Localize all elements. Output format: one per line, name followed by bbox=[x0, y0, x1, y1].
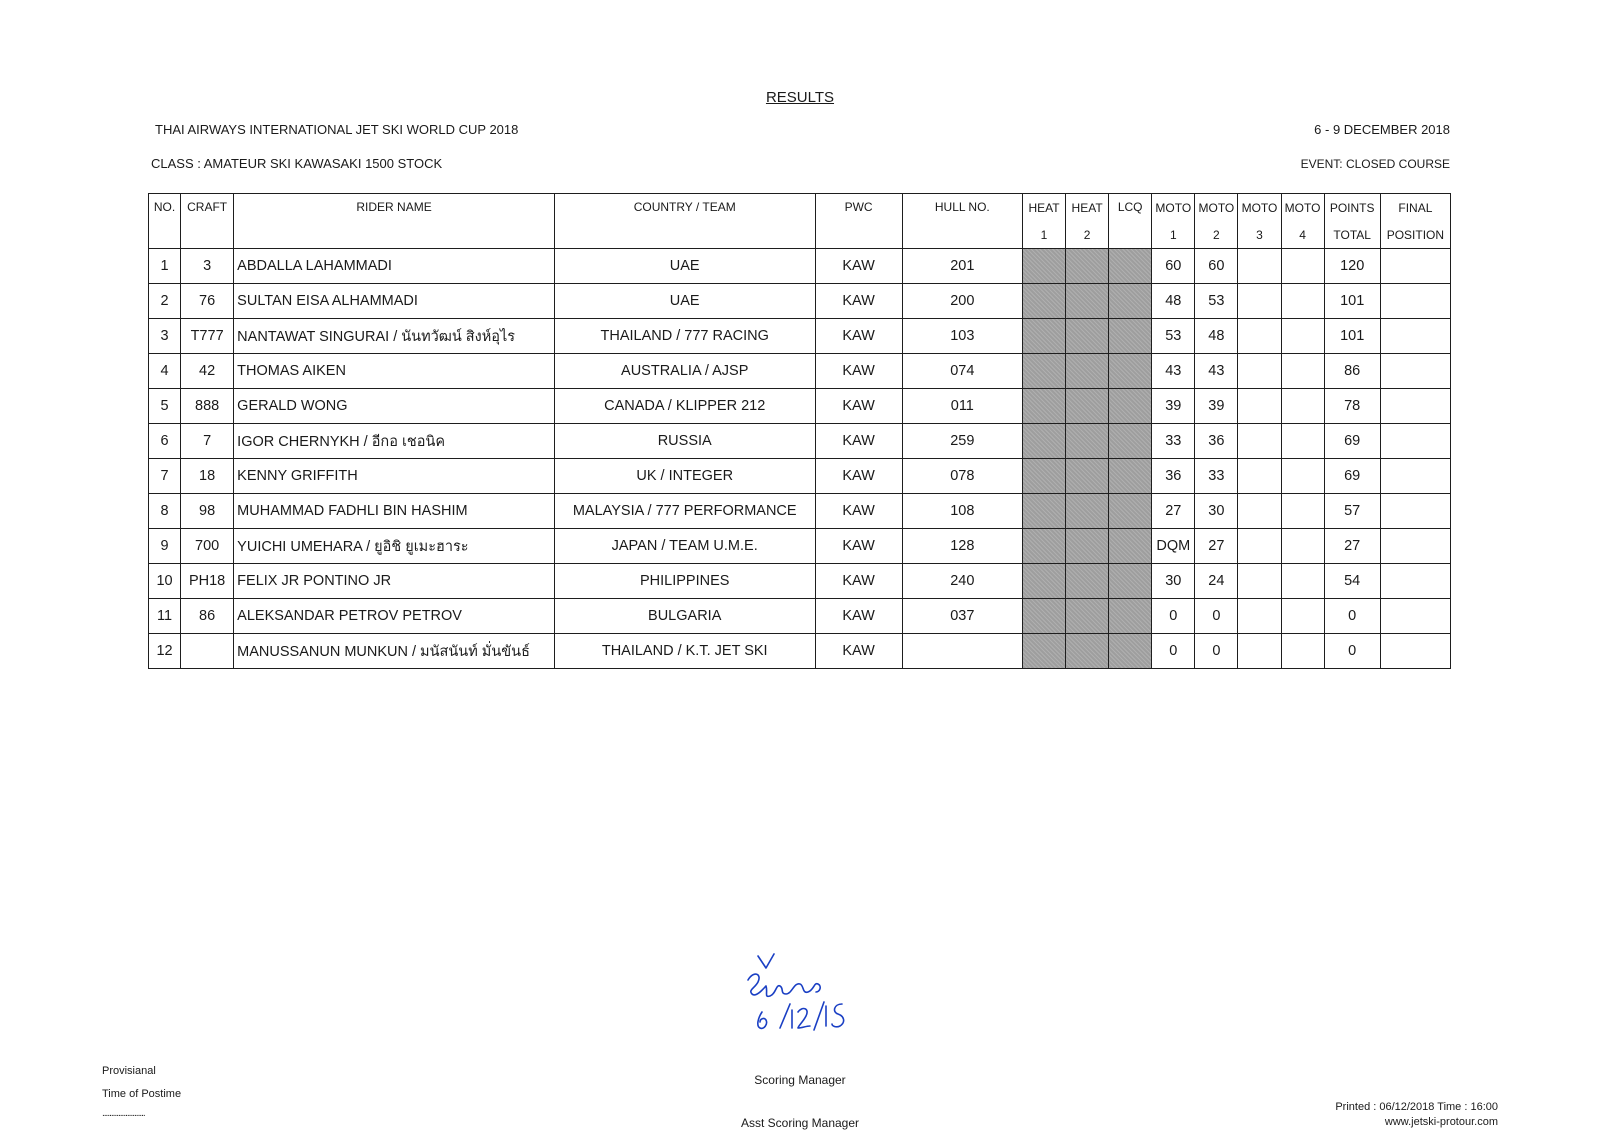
website-url: www.jetski-protour.com bbox=[1384, 1116, 1498, 1128]
cell-final-position bbox=[1380, 354, 1450, 389]
cell-moto2: 43 bbox=[1195, 354, 1238, 389]
cell-moto4 bbox=[1281, 389, 1324, 424]
handwritten-signature bbox=[740, 950, 860, 1050]
cell-moto2: 27 bbox=[1195, 529, 1238, 564]
cell-moto1: 0 bbox=[1152, 634, 1195, 669]
cell-heat1 bbox=[1022, 354, 1065, 389]
cell-pwc: KAW bbox=[815, 634, 902, 669]
cell-moto3 bbox=[1238, 249, 1281, 284]
cell-rider-name: MUHAMMAD FADHLI BIN HASHIM bbox=[234, 494, 555, 529]
cell-pwc: KAW bbox=[815, 249, 902, 284]
cell-moto4 bbox=[1281, 599, 1324, 634]
cell-moto4 bbox=[1281, 424, 1324, 459]
cell-points-total: 86 bbox=[1324, 354, 1380, 389]
cell-heat2 bbox=[1066, 599, 1109, 634]
table-row bbox=[149, 599, 1451, 634]
cell-lcq bbox=[1109, 599, 1152, 634]
cell-pwc: KAW bbox=[815, 529, 902, 564]
cell-heat1 bbox=[1022, 494, 1065, 529]
cell-moto2: 48 bbox=[1195, 319, 1238, 354]
cell-rider-name: IGOR CHERNYKH / อีกอ เชอนิค bbox=[234, 424, 555, 459]
cell-moto1: DQM bbox=[1152, 529, 1195, 564]
col-header-moto1: MOTO bbox=[1152, 194, 1195, 222]
event-type: EVENT: CLOSED COURSE bbox=[1300, 157, 1450, 171]
cell-no: 4 bbox=[149, 354, 181, 389]
cell-heat1 bbox=[1022, 389, 1065, 424]
cell-points-total: 101 bbox=[1324, 284, 1380, 319]
cell-pwc: KAW bbox=[815, 494, 902, 529]
time-of-postime-label: Time of Postime bbox=[102, 1088, 182, 1100]
cell-no: 9 bbox=[149, 529, 181, 564]
cell-pwc: KAW bbox=[815, 389, 902, 424]
cell-heat2 bbox=[1066, 634, 1109, 669]
cell-pwc: KAW bbox=[815, 599, 902, 634]
col-header-heat1-num: 1 bbox=[1022, 221, 1065, 249]
cell-craft: 98 bbox=[181, 494, 234, 529]
col-header-moto4: MOTO bbox=[1281, 194, 1324, 222]
cell-moto1: 48 bbox=[1152, 284, 1195, 319]
table-row bbox=[149, 319, 1451, 354]
cell-heat2 bbox=[1066, 319, 1109, 354]
cell-moto2: 33 bbox=[1195, 459, 1238, 494]
cell-rider-name: SULTAN EISA ALHAMMADI bbox=[234, 284, 555, 319]
cell-rider-name: MANUSSANUN MUNKUN / มนัสนันท์ มั่นขันธ์ bbox=[234, 634, 555, 669]
cell-rider-name: ABDALLA LAHAMMADI bbox=[234, 249, 555, 284]
cell-no: 8 bbox=[149, 494, 181, 529]
signature-mark-slash1 bbox=[780, 1004, 790, 1028]
col-header-rider: RIDER NAME bbox=[234, 194, 555, 249]
cell-country-team: THAILAND / K.T. JET SKI bbox=[554, 634, 815, 669]
cell-moto3 bbox=[1238, 424, 1281, 459]
col-header-heat2: HEAT bbox=[1066, 194, 1109, 222]
col-header-heat2-num: 2 bbox=[1066, 221, 1109, 249]
cell-moto1: 53 bbox=[1152, 319, 1195, 354]
cell-lcq bbox=[1109, 494, 1152, 529]
col-header-heat1: HEAT bbox=[1022, 194, 1065, 222]
cell-lcq bbox=[1109, 319, 1152, 354]
cell-moto4 bbox=[1281, 354, 1324, 389]
col-header-moto2: MOTO bbox=[1195, 194, 1238, 222]
cell-final-position bbox=[1380, 494, 1450, 529]
cell-moto4 bbox=[1281, 634, 1324, 669]
table-row bbox=[149, 494, 1451, 529]
cell-moto4 bbox=[1281, 529, 1324, 564]
cell-rider-name: GERALD WONG bbox=[234, 389, 555, 424]
cell-points-total: 54 bbox=[1324, 564, 1380, 599]
cell-moto3 bbox=[1238, 564, 1281, 599]
cell-moto3 bbox=[1238, 599, 1281, 634]
cell-moto4 bbox=[1281, 459, 1324, 494]
cell-rider-name: YUICHI UMEHARA / ยูอิชิ ยูเมะฮาระ bbox=[234, 529, 555, 564]
cell-moto1: 36 bbox=[1152, 459, 1195, 494]
cell-hull-no: 240 bbox=[902, 564, 1022, 599]
table-header bbox=[149, 194, 1451, 249]
cell-heat2 bbox=[1066, 564, 1109, 599]
col-header-country: COUNTRY / TEAM bbox=[554, 194, 815, 249]
page-title: RESULTS bbox=[765, 89, 835, 106]
cell-final-position bbox=[1380, 459, 1450, 494]
cell-moto1: 0 bbox=[1152, 599, 1195, 634]
event-date: 6 - 9 DECEMBER 2018 bbox=[1314, 122, 1450, 137]
cell-country-team: BULGARIA bbox=[554, 599, 815, 634]
table-row bbox=[149, 354, 1451, 389]
cell-country-team: AUSTRALIA / AJSP bbox=[554, 354, 815, 389]
cell-no: 7 bbox=[149, 459, 181, 494]
table-row bbox=[149, 634, 1451, 669]
cell-hull-no: 037 bbox=[902, 599, 1022, 634]
cell-hull-no: 200 bbox=[902, 284, 1022, 319]
cell-country-team: PHILIPPINES bbox=[554, 564, 815, 599]
cell-points-total: 78 bbox=[1324, 389, 1380, 424]
signature-mark-6 bbox=[758, 1012, 767, 1028]
cell-no: 6 bbox=[149, 424, 181, 459]
cell-points-total: 101 bbox=[1324, 319, 1380, 354]
cell-moto4 bbox=[1281, 249, 1324, 284]
cell-no: 1 bbox=[149, 249, 181, 284]
cell-points-total: 27 bbox=[1324, 529, 1380, 564]
cell-country-team: THAILAND / 777 RACING bbox=[554, 319, 815, 354]
cell-hull-no: 074 bbox=[902, 354, 1022, 389]
cell-craft: T777 bbox=[181, 319, 234, 354]
cell-hull-no: 078 bbox=[902, 459, 1022, 494]
cell-hull-no: 128 bbox=[902, 529, 1022, 564]
cell-no: 11 bbox=[149, 599, 181, 634]
table-row bbox=[149, 564, 1451, 599]
cell-hull-no: 103 bbox=[902, 319, 1022, 354]
table-row bbox=[149, 459, 1451, 494]
cell-country-team: MALAYSIA / 777 PERFORMANCE bbox=[554, 494, 815, 529]
cell-country-team: RUSSIA bbox=[554, 424, 815, 459]
cell-rider-name: ALEKSANDAR PETROV PETROV bbox=[234, 599, 555, 634]
cell-craft: 86 bbox=[181, 599, 234, 634]
cell-no: 12 bbox=[149, 634, 181, 669]
cell-final-position bbox=[1380, 284, 1450, 319]
cell-heat1 bbox=[1022, 249, 1065, 284]
col-header-moto1-num: 1 bbox=[1152, 221, 1195, 249]
cell-craft: 76 bbox=[181, 284, 234, 319]
cell-moto1: 30 bbox=[1152, 564, 1195, 599]
cell-pwc: KAW bbox=[815, 459, 902, 494]
cell-moto3 bbox=[1238, 354, 1281, 389]
cell-moto2: 36 bbox=[1195, 424, 1238, 459]
cell-moto3 bbox=[1238, 529, 1281, 564]
signature-mark-2 bbox=[798, 1009, 810, 1028]
cell-heat1 bbox=[1022, 424, 1065, 459]
cell-moto1: 43 bbox=[1152, 354, 1195, 389]
cell-heat1 bbox=[1022, 284, 1065, 319]
col-header-moto2-num: 2 bbox=[1195, 221, 1238, 249]
cell-heat1 bbox=[1022, 319, 1065, 354]
cell-no: 5 bbox=[149, 389, 181, 424]
col-header-moto3: MOTO bbox=[1238, 194, 1281, 222]
cell-craft: 7 bbox=[181, 424, 234, 459]
results-table bbox=[148, 193, 1451, 669]
signature-mark-slash2 bbox=[814, 1002, 824, 1030]
cell-points-total: 0 bbox=[1324, 634, 1380, 669]
cell-heat2 bbox=[1066, 284, 1109, 319]
signature-mark-tick bbox=[758, 954, 774, 968]
cell-lcq bbox=[1109, 564, 1152, 599]
cell-moto3 bbox=[1238, 284, 1281, 319]
cell-final-position bbox=[1380, 634, 1450, 669]
signature-mark-name bbox=[748, 974, 820, 996]
cell-pwc: KAW bbox=[815, 564, 902, 599]
cell-craft: 888 bbox=[181, 389, 234, 424]
cell-final-position bbox=[1380, 389, 1450, 424]
cell-moto2: 0 bbox=[1195, 599, 1238, 634]
cell-lcq bbox=[1109, 634, 1152, 669]
cell-rider-name: THOMAS AIKEN bbox=[234, 354, 555, 389]
cell-final-position bbox=[1380, 599, 1450, 634]
cell-heat1 bbox=[1022, 459, 1065, 494]
class-name: CLASS : AMATEUR SKI KAWASAKI 1500 STOCK bbox=[151, 156, 443, 171]
postime-dotted-line: ........................ bbox=[102, 1108, 145, 1119]
cell-lcq bbox=[1109, 424, 1152, 459]
cell-moto2: 24 bbox=[1195, 564, 1238, 599]
cell-heat2 bbox=[1066, 424, 1109, 459]
cell-points-total: 57 bbox=[1324, 494, 1380, 529]
cell-no: 10 bbox=[149, 564, 181, 599]
cell-moto2: 60 bbox=[1195, 249, 1238, 284]
cell-lcq bbox=[1109, 529, 1152, 564]
cell-lcq bbox=[1109, 354, 1152, 389]
cell-moto3 bbox=[1238, 389, 1281, 424]
col-header-final-position: POSITION bbox=[1380, 221, 1450, 249]
cell-lcq bbox=[1109, 284, 1152, 319]
col-header-lcq: LCQ bbox=[1109, 194, 1152, 249]
cell-moto1: 60 bbox=[1152, 249, 1195, 284]
cell-moto4 bbox=[1281, 319, 1324, 354]
col-header-pwc: PWC bbox=[815, 194, 902, 249]
cell-country-team: UAE bbox=[554, 284, 815, 319]
cell-lcq bbox=[1109, 459, 1152, 494]
cell-moto3 bbox=[1238, 634, 1281, 669]
cell-heat2 bbox=[1066, 354, 1109, 389]
cell-craft bbox=[181, 634, 234, 669]
cell-hull-no: 011 bbox=[902, 389, 1022, 424]
cell-hull-no: 259 bbox=[902, 424, 1022, 459]
cell-moto4 bbox=[1281, 284, 1324, 319]
cell-heat2 bbox=[1066, 459, 1109, 494]
cell-heat1 bbox=[1022, 529, 1065, 564]
cell-rider-name: FELIX JR PONTINO JR bbox=[234, 564, 555, 599]
cell-points-total: 69 bbox=[1324, 424, 1380, 459]
cell-craft: 3 bbox=[181, 249, 234, 284]
col-header-moto4-num: 4 bbox=[1281, 221, 1324, 249]
cell-hull-no bbox=[902, 634, 1022, 669]
cell-pwc: KAW bbox=[815, 319, 902, 354]
cell-hull-no: 201 bbox=[902, 249, 1022, 284]
cell-no: 3 bbox=[149, 319, 181, 354]
asst-scoring-manager-label: Asst Scoring Manager bbox=[740, 1116, 860, 1130]
cell-pwc: KAW bbox=[815, 284, 902, 319]
table-row bbox=[149, 389, 1451, 424]
cell-rider-name: KENNY GRIFFITH bbox=[234, 459, 555, 494]
table-row bbox=[149, 284, 1451, 319]
cell-rider-name: NANTAWAT SINGURAI / นันทวัฒน์ สิงห์อุไร bbox=[234, 319, 555, 354]
cell-points-total: 0 bbox=[1324, 599, 1380, 634]
scoring-manager-label: Scoring Manager bbox=[754, 1073, 846, 1087]
cell-moto3 bbox=[1238, 459, 1281, 494]
col-header-final: FINAL bbox=[1380, 194, 1450, 222]
cell-no: 2 bbox=[149, 284, 181, 319]
col-header-hull: HULL NO. bbox=[902, 194, 1022, 249]
cell-moto2: 0 bbox=[1195, 634, 1238, 669]
cell-moto2: 53 bbox=[1195, 284, 1238, 319]
cell-heat1 bbox=[1022, 564, 1065, 599]
cell-points-total: 120 bbox=[1324, 249, 1380, 284]
cell-craft: 42 bbox=[181, 354, 234, 389]
col-header-moto3-num: 3 bbox=[1238, 221, 1281, 249]
table-row bbox=[149, 529, 1451, 564]
cell-pwc: KAW bbox=[815, 424, 902, 459]
cell-moto1: 33 bbox=[1152, 424, 1195, 459]
cell-moto2: 39 bbox=[1195, 389, 1238, 424]
table-row bbox=[149, 249, 1451, 284]
cell-heat2 bbox=[1066, 529, 1109, 564]
col-header-craft: CRAFT bbox=[181, 194, 234, 249]
cell-country-team: JAPAN / TEAM U.M.E. bbox=[554, 529, 815, 564]
provisional-label: Provisianal bbox=[102, 1065, 156, 1077]
table-body bbox=[149, 249, 1451, 669]
header-row-1 bbox=[149, 194, 1451, 222]
cell-final-position bbox=[1380, 249, 1450, 284]
cell-country-team: CANADA / KLIPPER 212 bbox=[554, 389, 815, 424]
cell-heat2 bbox=[1066, 249, 1109, 284]
cell-heat2 bbox=[1066, 389, 1109, 424]
col-header-points-total: TOTAL bbox=[1324, 221, 1380, 249]
cell-heat1 bbox=[1022, 599, 1065, 634]
cell-moto3 bbox=[1238, 319, 1281, 354]
cell-final-position bbox=[1380, 529, 1450, 564]
signature-mark-8 bbox=[832, 1004, 844, 1027]
cell-hull-no: 108 bbox=[902, 494, 1022, 529]
cell-moto1: 39 bbox=[1152, 389, 1195, 424]
cell-country-team: UK / INTEGER bbox=[554, 459, 815, 494]
cell-heat2 bbox=[1066, 494, 1109, 529]
cell-craft: PH18 bbox=[181, 564, 234, 599]
cell-moto3 bbox=[1238, 494, 1281, 529]
cell-final-position bbox=[1380, 564, 1450, 599]
cell-heat1 bbox=[1022, 634, 1065, 669]
printed-timestamp: Printed : 06/12/2018 Time : 16:00 bbox=[1335, 1101, 1498, 1113]
cell-lcq bbox=[1109, 389, 1152, 424]
cell-moto1: 27 bbox=[1152, 494, 1195, 529]
table-row bbox=[149, 424, 1451, 459]
col-header-points: POINTS bbox=[1324, 194, 1380, 222]
cell-final-position bbox=[1380, 424, 1450, 459]
cell-craft: 700 bbox=[181, 529, 234, 564]
cell-pwc: KAW bbox=[815, 354, 902, 389]
cell-final-position bbox=[1380, 319, 1450, 354]
cell-moto4 bbox=[1281, 494, 1324, 529]
event-name: THAI AIRWAYS INTERNATIONAL JET SKI WORLD CUP 2018 bbox=[155, 122, 519, 137]
cell-moto2: 30 bbox=[1195, 494, 1238, 529]
cell-points-total: 69 bbox=[1324, 459, 1380, 494]
col-header-no: NO. bbox=[149, 194, 181, 249]
cell-lcq bbox=[1109, 249, 1152, 284]
cell-moto4 bbox=[1281, 564, 1324, 599]
cell-country-team: UAE bbox=[554, 249, 815, 284]
cell-craft: 18 bbox=[181, 459, 234, 494]
